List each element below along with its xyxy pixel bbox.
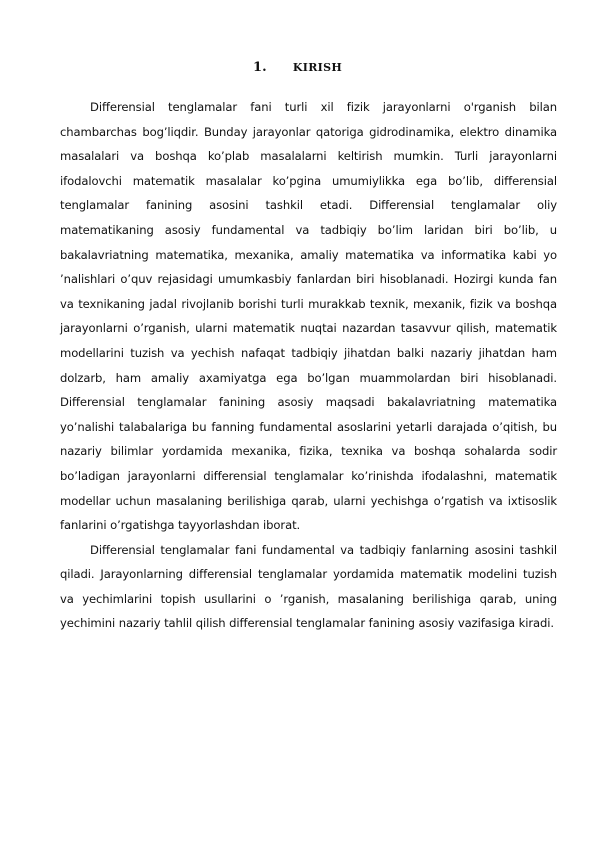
section-title: KIRISH — [292, 61, 343, 74]
section-number: 1. — [252, 60, 267, 75]
section-heading — [0, 60, 595, 75]
body-text — [60, 95, 557, 636]
paragraph-2: Differensial tenglamalar fani fundamental va tadbiqiy fanlarning asosini tashkil qiladi. Jarayonlarning differensial tenglamalar yordamida matematik modelini tuzish va yechimlarini topish usullarini o ’rganish, masalaning berilishiga qarab, uning yechimini nazariy tahlil qilish differensial tenglamalar fanining asosiy vazifasiga kiradi. — [60, 542, 557, 631]
paragraph-1: Differensial tenglamalar fani turli xil fizik jarayonlarni o'rganish bilan chambarchas bog’liqdir. Bunday jarayonlar qatoriga gidrodinamika, elektro dinamika masalalari va boshqa ko’plab masalalarni keltirish mumkin. Turli jarayonlarni ifodalovchi matematik masalalar ko’pgina umumiylikka ega bo’lib, differensial tenglamalar fanining asosini tashkil etadi. Differensial tenglamalar oliy matematikaning asosiy fundamental va tadbiqiy bo’lim laridan biri bo’lib, u bakalavriatning matematika, mexanika, amaliy matematika va informatika kabi yo ’nalishlari o’quv rejasidagi umumkasbiy fanlardan biri hisoblanadi. Hozirgi kunda fan va texnikaning jadal rivojlanib borishi turli murakkab texnik, mexanik, fizik va boshqa jarayonlarni o’rganish, ularni matematik nuqtai nazardan tasavvur qilish, matematik modellarini tuzish va yechish nafaqat tadbiqiy jihatdan balki nazariy jihatdan ham dolzarb, ham amaliy axamiyatga ega bo’lgan muammolardan biri hisoblanadi. Differensial tenglamalar fanining asosiy maqsadi bakalavriatning matematika yo’nalishi talabalariga bu fanning fundamental asoslarini yetarli darajada o’qitish, bu nazariy bilimlar yordamida mexanika, fizika, texnika va boshqa sohalarda sodir bo’ladigan jarayonlarni differensial tenglamalar ko’rinishda ifodalashni, matematik modellar uchun masalaning berilishiga qarab, ularni yechishga o’rgatish va ixtisoslik fanlarini o’rgatishga tayyorlashdan iborat. — [60, 100, 557, 533]
